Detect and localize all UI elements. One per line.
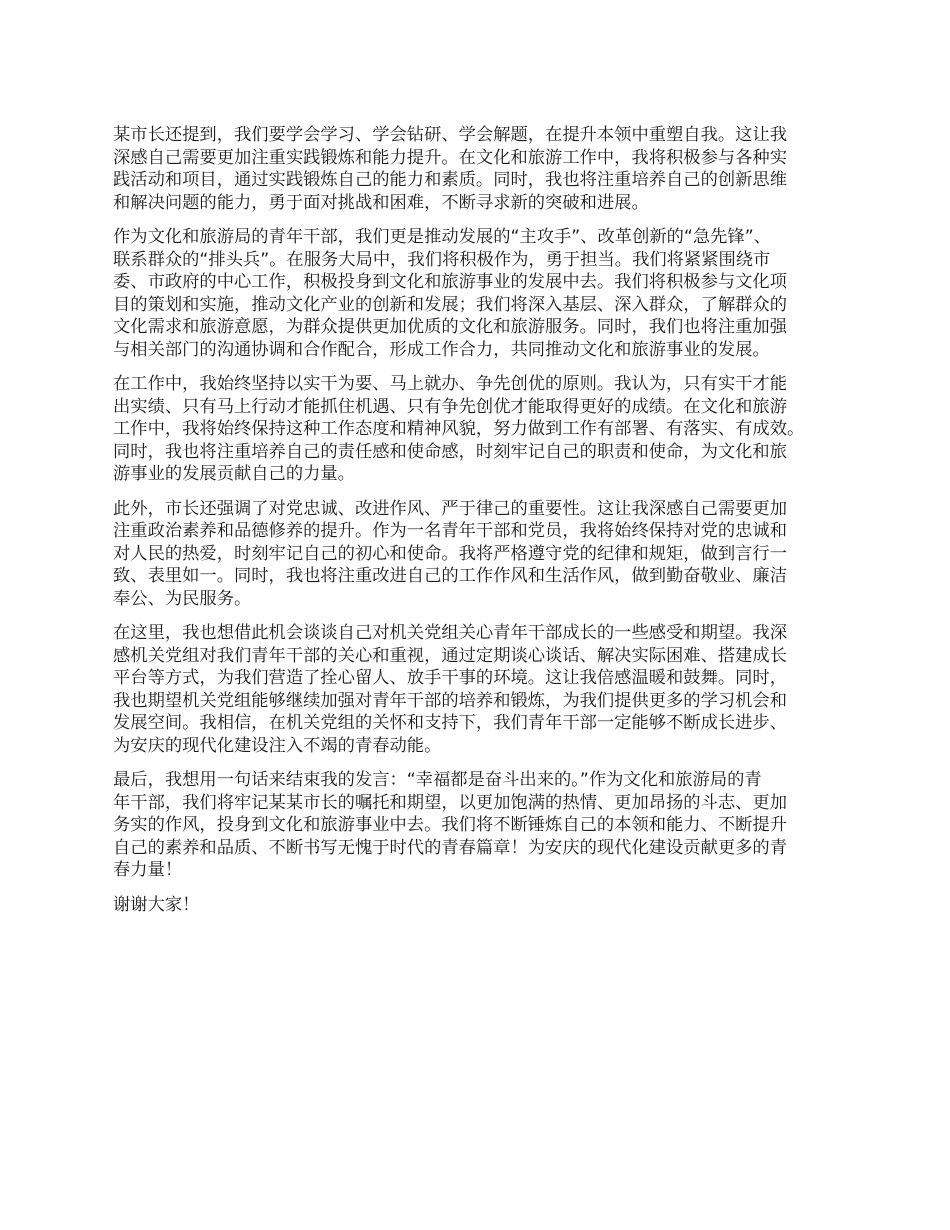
closing-thanks: 谢谢大家！ bbox=[113, 894, 200, 915]
paragraph-6: 最后，我想用一句话来结束我的发言：“幸福都是奋斗出来的。”作为文化和旅游局的青 年干部，我们将牢记某某市长的嘱托和期望，以更加饱满的热情、更加昂扬的斗志、更加 务实的作风，投身到文化和旅游事业中去。我们将不断锤炼自己的本领和能力、不断提升 自己的素养和品质、不断书写无愧于时代的青春篇章！为安庆的现代化建设贡献更多的青 春力量！ bbox=[113, 770, 787, 880]
paragraph-4: 此外，市长还强调了对党忠诚、改进作风、严于律己的重要性。这让我深感自己需要更加 注重政治素养和品德修养的提升。作为一名青年干部和党员，我将始终保持对党的忠诚和 对人民的热爱，时刻牢记自己的初心和使命。我将严格遵守党的纪律和规矩，做到言行一 致、表里如一。同时，我也将注重改进自己的工作作风和生活作风，做到勤奋敬业、廉洁 奉公、为民服务。 bbox=[113, 498, 787, 609]
paragraph-3: 在工作中，我始终坚持以实干为要、马上就办、争先创优的原则。我认为，只有实干才能 出实绩、只有马上行动才能抓住机遇、只有争先创优才能取得更好的成绩。在文化和旅游 工作中，我将始终保持这种工作态度和精神风貌，努力做到工作有部署、有落实、有成效。 同时，我也将注重培养自己的责任感和使命感，时刻牢记自己的职责和使命，为文化和旅 游事业的发展贡献自己的力量。 bbox=[113, 374, 805, 484]
paragraph-2: 作为文化和旅游局的青年干部，我们更是推动发展的“主攻手”、改革创新的“急先锋”、 联系群众的“排头兵”。在服务大局中，我们将积极作为，勇于担当。我们将紧紧围绕市 委、市政府的中心工作，积极投身到文化和旅游事业的发展中去。我们将积极参与文化项 目的策划和实施，推动文化产业的创新和发展；我们将深入基层、深入群众，了解群众的 文化需求和旅游意愿，为群众提供更加优质的文化和旅游服务。同时，我们也将注重加强 与相关部门的沟通协调和合作配合，形成工作合力，共同推动文化和旅游事业的发展。 bbox=[113, 227, 787, 360]
paragraph-5: 在这里，我也想借此机会谈谈自己对机关党组关心青年干部成长的一些感受和期望。我深 感机关党组对我们青年干部的关心和重视，通过定期谈心谈话、解决实际困难、搭建成长 平台等方式，为我们营造了拴心留人、放手干事的环境。这让我倍感温暖和鼓舞。同时， 我也期望机关党组能够继续加强对青年干部的培养和锻炼，为我们提供更多的学习机会和 发展空间。我相信，在机关党组的关怀和支持下，我们青年干部一定能够不断成长进步、 为安庆的现代化建设注入不竭的青春动能。 bbox=[113, 623, 787, 756]
paragraph-1: 某市长还提到，我们要学会学习、学会钻研、学会解题，在提升本领中重塑自我。这让我 深感自己需要更加注重实践锻炼和能力提升。在文化和旅游工作中，我将积极参与各种实 践活动和项目，通过实践锻炼自己的能力和素质。同时，我也将注重培养自己的创新思维 和解决问题的能力，勇于面对挑战和困难，不断寻求新的突破和进展。 bbox=[113, 125, 787, 213]
document-body bbox=[113, 124, 853, 928]
